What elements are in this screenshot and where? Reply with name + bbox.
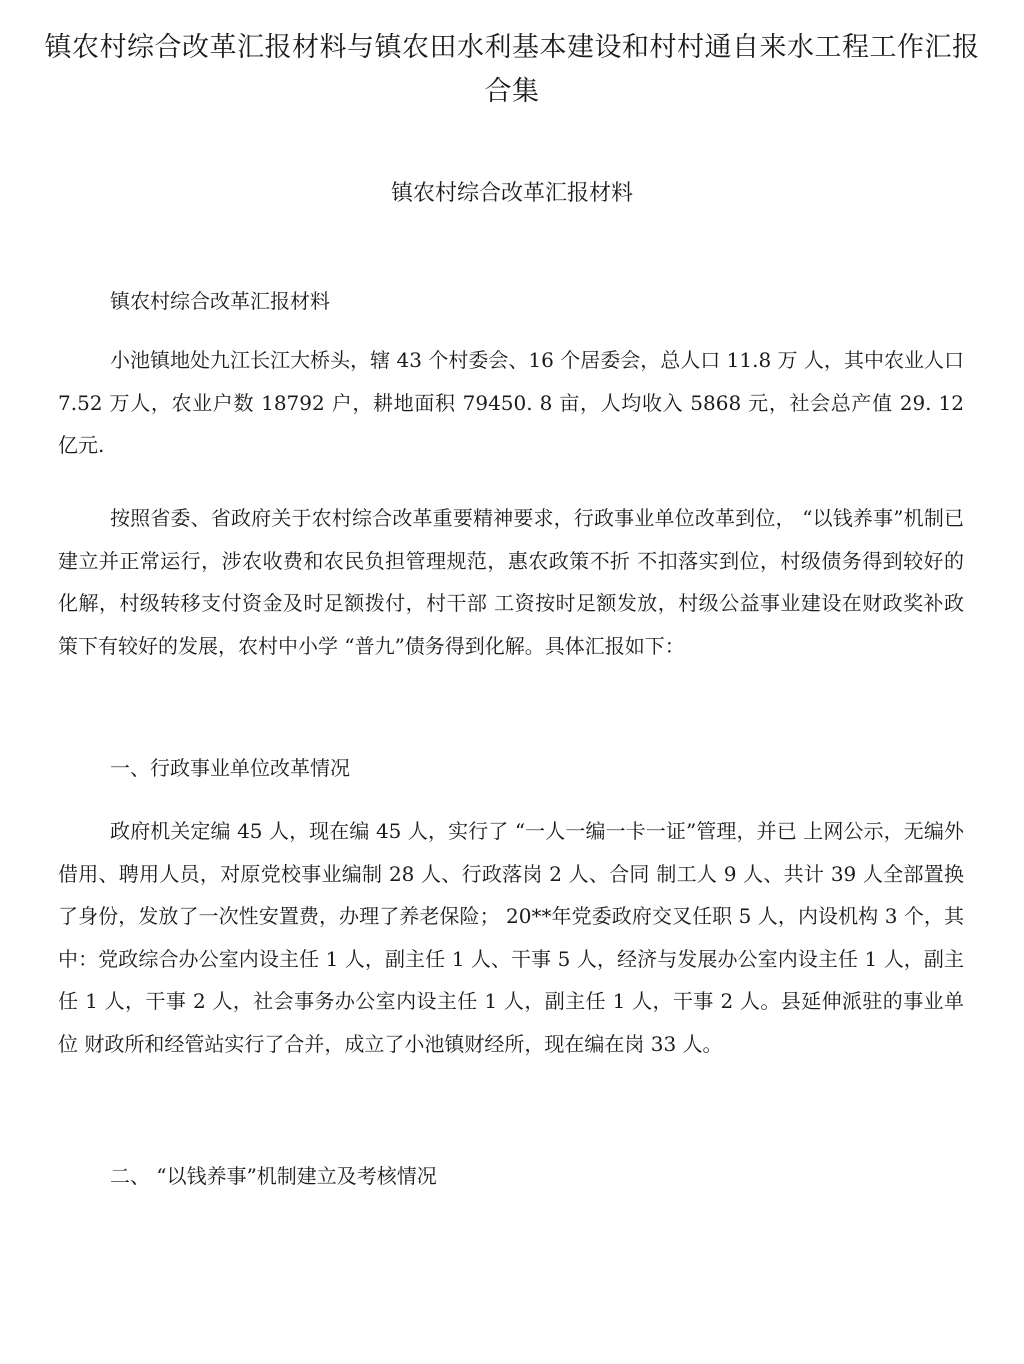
paragraph-reform-summary: 按照省委、省政府关于农村综合改革重要精神要求，行政事业单位改革到位， “以钱养事”机制已建立并正常运行，涉农收费和农民负担管理规范，惠农政策不折 不扣落实到位，村级债务得到较好的化解，村级转移支付资金及时足额拨付，村干部 工资按时足额发放，村级公益事业建设在财政奖补政策下有较好的发展，农村中小学 “普九”债务得到化解。具体汇报如下： — [58, 506, 964, 658]
paragraph-report-heading: 镇农村综合改革汇报材料 — [110, 289, 330, 313]
heading-money-for-services: 二、 “以钱养事”机制建立及考核情况 — [110, 1164, 437, 1188]
heading-admin-reform: 一、行政事业单位改革情况 — [110, 756, 350, 780]
paragraph-admin-reform-details: 政府机关定编 45 人，现在编 45 人，实行了 “一人一编一卡一证”管理，并已 上网公示，无编外借用、聘用人员，对原党校事业编制 28 人、行政落岗 2 人、合同 制工人 9 人、共计 39 人全部置换了身份，发放了一次性安置费，办理了养老保险； 20**年党委政府交叉任职 5 人，内设机构 3 个，其中：党政综合办公室内设主任 1 人，副主任 1 人、干事 5 人，经济与发展办公室内设主任 1 人，副主任 1 人，干事 2 人，社会事务办公室内设主任 1 人，副主任 1 人，干事 2 人。县延伸派驻的事业单位 财政所和经管站实行了合并，成立了小池镇财经所，现在编在岗 33 人。 — [58, 819, 964, 1056]
paragraph-town-overview: 小池镇地处九江长江大桥头，辖 43 个村委会、16 个居委会，总人口 11.8 万 人，其中农业人口 7.52 万人，农业户数 18792 户，耕地面积 79450. 8 亩，人均收入 5868 元，社会总产值 29. 12 亿元. — [58, 348, 964, 457]
section-title: 镇农村综合改革汇报材料 — [390, 181, 633, 206]
document-main-title: 镇农村综合改革汇报材料与镇农田水利基本建设和村村通自来水工程工作汇报合集 — [44, 32, 980, 107]
